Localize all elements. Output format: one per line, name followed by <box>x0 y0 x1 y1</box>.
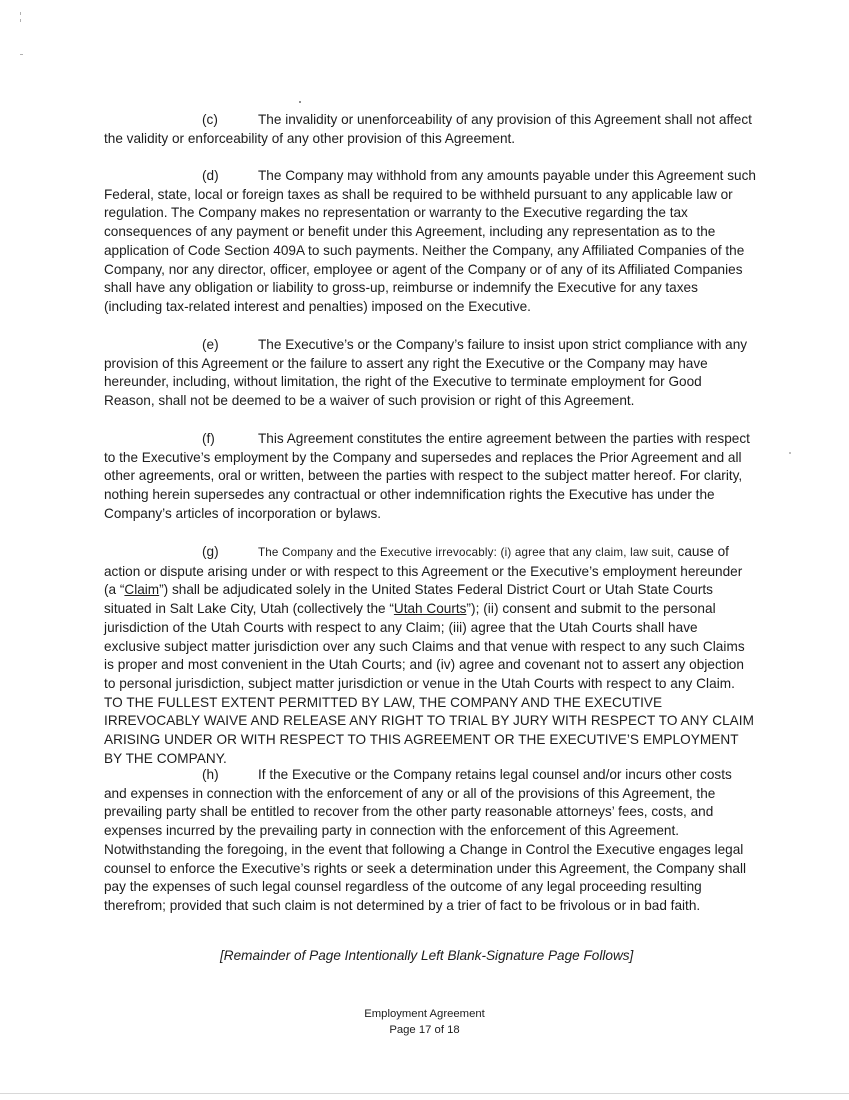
paragraph-label: (h) <box>202 767 219 782</box>
footer-title: Employment Agreement <box>364 1008 485 1020</box>
paragraph-f <box>104 430 756 524</box>
paragraph-label: (f) <box>202 431 215 446</box>
paragraph-text: cause of action or dispute arising under or with respect to this Agreement or the Executive’s employment hereunder (a “ <box>104 544 743 598</box>
paragraph-c <box>104 111 756 148</box>
paragraph-text: The Executive’s or the Company’s failure to insist upon strict compliance with any provision of this Agreement or the failure to assert any right the Executive or the Company may have hereunder, including, without limitation, the right of the Executive to terminate employment for Good Reason, shall not be deemed to be a waiver of such provision or right of this Agreement. <box>104 337 748 409</box>
page-number: Page 17 of 18 <box>389 1024 460 1036</box>
paragraph-text: ”); (ii) consent and submit to the personal jurisdiction of the Utah Courts with respect to any Claim; (iii) agree that the Utah Courts shall have exclusive subject matter jurisdiction over any such Claims and that venue with respect to any such Claims is proper and most convenient in the Utah Courts; and (iv) agree and covenant not to assert any objection to personal jurisdiction, subject matter jurisdiction or venue in the Utah Courts with respect to any Claim. TO THE FULLEST EXTENT PERMITTED BY LAW, THE COMPANY AND THE EXECUTIVE IRREVOCABLY WAIVE AND RELEASE ANY RIGHT TO TRIAL BY JURY WITH RESPECT TO ANY CLAIM ARISING UNDER OR WITH RESPECT TO THIS AGREEMENT OR THE EXECUTIVE’S EMPLOYMENT BY THE COMPANY. <box>104 601 755 766</box>
paragraph-e <box>104 336 756 411</box>
paragraph-d <box>104 167 756 317</box>
signature-page-notice: [Remainder of Page Intentionally Left Blank-Signature Page Follows] <box>220 948 634 963</box>
paragraph-text: If the Executive or the Company retains legal counsel and/or incurs other costs and expenses in connection with the enforcement of any or all of the provisions of this Agreement, the prevailing party shall be entitled to recover from the other party reasonable attorneys’ fees, costs, and expenses incurred by the prevailing party in connection with the enforcement of this Agreement. Notwithstanding the foregoing, in the event that following a Change in Control the Executive engages legal counsel to enforce the Executive’s rights or seek a determination under this Agreement, the Company shall pay the expenses of such legal counsel regardless of the outcome of any legal proceeding resulting therefrom; provided that such claim is not determined by a trier of fact to be frivolous or in bad faith. <box>104 767 747 913</box>
defined-term-utah-courts: Utah Courts <box>393 601 467 617</box>
scan-speck <box>789 452 791 454</box>
paragraph-label: (c) <box>202 112 218 127</box>
scan-margin-marks <box>20 12 23 55</box>
paragraph-text: The Company may withhold from any amounts payable under this Agreement such Federal, state, local or foreign taxes as shall be required to be withheld pursuant to any applicable law or regulation. The Company makes no representation or warranty to the Executive regarding the tax consequences of any payment or benefit under this Agreement, including any representation as to the application of Code Section 409A to such payments. Neither the Company, any Affiliated Companies of the Company, nor any director, officer, employee or agent of the Company or of any of its Affiliated Companies shall have any obligation or liability to gross-up, reimburse or indemnify the Executive for any taxes (including tax-related interest and penalties) imposed on the Executive. <box>104 168 756 314</box>
paragraph-g <box>104 543 756 768</box>
paragraph-label: (g) <box>202 544 219 559</box>
paragraph-label: (d) <box>202 168 219 183</box>
paragraph-h <box>104 766 756 916</box>
paragraph-text: ”) shall be adjudicated solely in the United States Federal District Court or Utah State Courts situated in Salt Lake City, Utah (collectively the “ <box>104 582 713 617</box>
paragraph-text: The invalidity or unenforceability of any provision of this Agreement shall not affect the validity or enforceability of any other provision of this Agreement. <box>104 112 752 146</box>
scan-edge-line <box>0 1093 849 1094</box>
paragraph-label: (e) <box>202 337 219 352</box>
scan-speck <box>299 101 301 103</box>
paragraph-text: This Agreement constitutes the entire agreement between the parties with respect to the Executive’s employment by the Company and supersedes and replaces the Prior Agreement and all other agreements, oral or written, between the parties with respect to the subject matter hereof. For clarity, nothing herein supersedes any contractual or other indemnification rights the Executive has under the Company’s articles of incorporation or bylaws. <box>104 431 750 521</box>
paragraph-lead: The Company and the Executive irrevocably: (i) agree that any claim, law suit, <box>258 546 674 559</box>
page-footer <box>0 1006 849 1038</box>
defined-term-claim: Claim <box>124 582 160 598</box>
